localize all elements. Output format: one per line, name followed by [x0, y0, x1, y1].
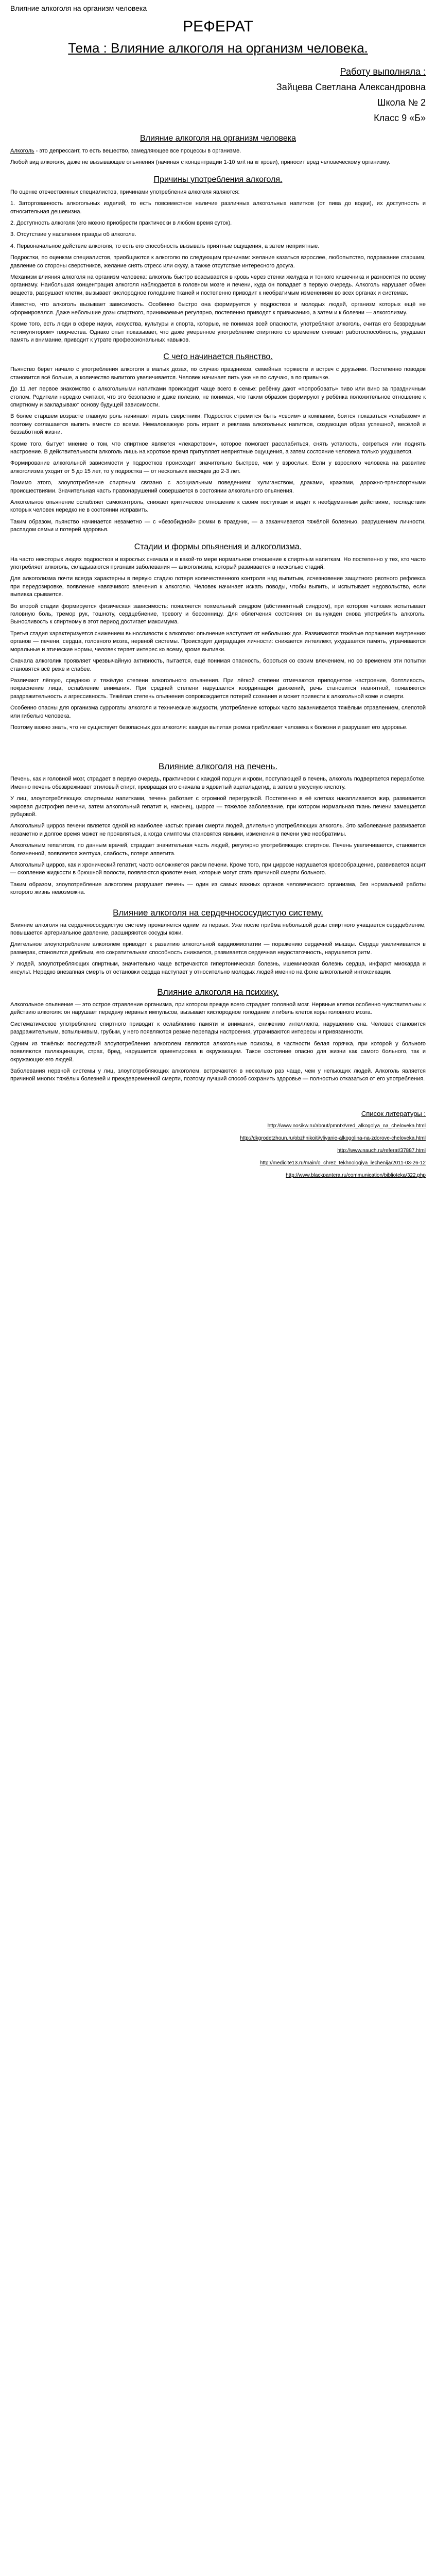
paragraph: На часто некоторых людях подростков и взрослых сначала и в какой-то мере нормальное отношение к спиртным напиткам. Но постепенно у тех, кто часто употребляет алкоголь, складываются признаки заболевания — алкоголизма, который развивается в несколько стадий.: [10, 556, 426, 571]
references-list: [10, 1122, 426, 1180]
section-title-effects: Влияние алкоголя на организм человека: [139, 134, 296, 143]
reference-link[interactable]: http://www.nosikw.ru/about/pmntx/vred_alkogolya_na_cheloveka.html: [267, 1123, 426, 1129]
paragraph: Различают лёгкую, среднюю и тяжёлую степени алкогольного опьянения. При лёгкой степени отмечаются приподнятое настроение, болтливость, покраснение лица, ослабление внимания. При средней степени нарушается координация движений, речь становится невнятной, появляются раздражительность и агрессивность. Тяжёлая степень опьянения сопровождается потерей сознания и может привести к алкогольной коме и смерти.: [10, 677, 426, 700]
paragraph: Поэтому важно знать, что не существует безопасных доз алкоголя: каждая выпитая рюмка приближает человека к болезни и разрушает его здоровье.: [10, 724, 408, 731]
section-title-heart: Влияние алкоголя на сердечнососудистую систему.: [113, 907, 323, 918]
paragraph: У людей, злоупотребляющих спиртным, значительно чаще встречаются гипертоническая болезнь, ишемическая болезнь сердца, инфаркт миокарда и инсульт. Нередко внезапная смерть от остановки сердца наступает у относительно молодых людей именно на фоне алкогольной интоксикации.: [10, 961, 426, 975]
paragraph: Систематическое употребление спиртного приводит к ослаблению памяти и внимания, снижению интеллекта, нарушению сна. Человек становится раздражительным, вспыльчивым, грубым, у него появляются резкие перепады настроения, утрачиваются интересы и привязанности.: [10, 1021, 426, 1036]
topic-prefix: Тема :: [68, 40, 111, 56]
document-topic: [10, 39, 426, 57]
reference-link[interactable]: http://medicite13.ru/main/o_chrez_tekhnologiya_lechenija/2011-03-26-12: [259, 1160, 426, 1166]
section-title-nervous: Влияние алкоголя на психику.: [157, 987, 279, 997]
paragraph: Сначала алкоголик проявляет чрезвычайную активность, пытается, ещё понимая опасность, бороться со своим влечением, но со временем эти попытки становятся всё реже и слабее.: [10, 658, 426, 672]
paragraph: Кроме того, бытует мнение о том, что спиртное является «лекарством», которое помогает расслабиться, снять усталость, согреться или поднять настроение. В действительности алкоголь лишь на короткое время притупляет неприятные ощущения, а затем состояние человека только ухудшается.: [10, 440, 426, 455]
reference-link[interactable]: http://dkgrodetzhoun.ru/obzhnikoiti/vliyanie-alkogolina-na-zdorove-cheloveka.html: [240, 1135, 426, 1141]
paragraph: Печень, как и головной мозг, страдает в первую очередь, практически с каждой порции и крови, поступающей в печень, алкоголь подвергается переработке. Именно печень обезвреживает этиловый спирт, превращая его сначала в ядовитый ацетальдегид, а затем в уксусную кислоту.: [10, 776, 426, 790]
author-class: Класс 9 «Б»: [374, 113, 426, 123]
reference-link[interactable]: http://www.blackpantera.ru/communication/biblioteka/322.php: [286, 1172, 426, 1178]
paragraph: Любой вид алкоголя, даже не вызывающее опьянения (начиная с концентрации 1-10 мл\ на кг крови), приносит вред человеческому организму.: [10, 159, 390, 166]
paragraph: Для алкоголизма почти всегда характерны в первую стадию потеря количественного контроля над выпитым, исчезновение защитного рвотного рефлекса при передозировке, появление навязчивого влечения к алкоголю. Человек начинает искать поводы, чтобы выпить, и испытывает недовольство, если выпивка срывается.: [10, 575, 426, 598]
intro-term: Алкоголь: [10, 148, 34, 154]
paragraph: В более старшем возрасте главную роль начинают играть сверстники. Подросток стремится быть «своим» в компании, боится показаться «слабаком» и поэтому соглашается выпить вместе со всеми. Немаловажную роль играет и реклама алкогольных напитков, создающая образ успешной, весёлой и беззаботной жизни.: [10, 413, 426, 436]
references-title: Список литературы :: [361, 1109, 426, 1117]
paragraph: Алкогольное опьянение ослабляет самоконтроль, снижает критическое отношение к своим поступкам и ведёт к необдуманным действиям, последствия которых человек нередко не в состоянии исправить.: [10, 499, 426, 514]
author-name: Зайцева Светлана Александровна: [276, 82, 426, 92]
paragraph: Помимо этого, злоупотребление спиртным связано с асоциальным поведением: хулиганством, драками, кражами, дорожно-транспортными происшествиями. Значительная часть правонарушений совершается в состоянии алкогольного опьянения.: [10, 480, 426, 494]
paragraph: Кроме того, есть люди в сфере науки, искусства, культуры и спорта, которые, не понимая всей опасности, употребляют алкоголь, считая его безвредным «стимулятором» творчества. Однако опыт показывает, что даже умеренное употребление спиртного со временем снижает работоспособность, ухудшает память и внимание, приводит к утрате профессиональных навыков.: [10, 321, 426, 343]
paragraph: По оценке отечественных специалистов, причинами употребления алкоголя являются:: [10, 189, 240, 195]
paragraph: Во второй стадии формируется физическая зависимость: появляется похмельный синдром (абстинентный синдром), при котором человек испытывает головную боль, тремор рук, тошноту, сердцебиение, тревогу и бессонницу. Для облегчения состояния он вынужден снова употреблять алкоголь. Выносливость к спиртному в этот период достигает максимума.: [10, 603, 426, 625]
paragraph: Особенно опасны для организма суррогаты алкоголя и технические жидкости, употребление которых часто заканчивается тяжёлым отравлением, слепотой или гибелью человека.: [10, 705, 426, 719]
paragraph: 3. Отсутствие у населения правды об алкоголе.: [10, 231, 136, 238]
intro-rest: - это депрессант, то есть вещество, замедляющее все процессы в организме.: [34, 148, 241, 154]
document-top-title: Влияние алкоголя на организм человека: [10, 4, 147, 12]
section-title-stages: Стадии и формы опьянения и алкоголизма.: [134, 542, 302, 551]
paragraph: Алкогольный цирроз, как и хронический гепатит, часто осложняется раком печени. Кроме того, при циррозе нарушается кровообращение, развивается асцит — скопление жидкости в брюшной полости, появляются кровотечения, которые могут стать причиной смерти больного.: [10, 862, 426, 876]
section-title-social: С чего начинается пьянство.: [163, 352, 273, 362]
paragraph: Формирование алкогольной зависимости у подростков происходит значительно быстрее, чем у взрослых. Если у взрослого человека на развитие алкоголизма уходит от 5 до 15 лет, то у подростка — от нескольких месяцев до 2-3 лет.: [10, 460, 426, 474]
paragraph: Механизм влияния алкоголя на организм человека: алкоголь быстро всасывается в кровь через стенки желудка и тонкого кишечника и разносится по всему организму. Наибольшая концентрация алкоголя наблюдается в головном мозге и печени, куда он попадает в первую очередь. Алкоголь нарушает обмен веществ, разрушает клетки, вызывает кислородное голодание тканей и постепенно приводит к необратимым изменениям во всех органах и системах.: [10, 274, 426, 296]
author-block: [10, 64, 426, 126]
paragraph: Третья стадия характеризуется снижением выносливости к алкоголю: опьянение наступает от небольших доз. Развиваются тяжёлые поражения внутренних органов — печени, сердца, головного мозга, нервной системы. Происходит деградация личности: снижается интеллект, ухудшается память, утрачиваются моральные и этические нормы, человек теряет интерес ко всему, кроме выпивки.: [10, 630, 426, 653]
paragraph: Известно, что алкоголь вызывает зависимость. Особенно быстро она формируется у подростков и молодых людей, организм которых ещё не сформировался. Даже небольшие дозы спиртного, принимаемые регулярно, постепенно приводят к привыканию, а затем и к болезни — алкоголизму.: [10, 301, 426, 316]
section-title-liver: Влияние алкоголя на печень.: [158, 761, 278, 772]
spacer: [10, 735, 426, 751]
section-title-reasons: Причины употребления алкоголя.: [153, 175, 283, 184]
paragraph: Таким образом, злоупотребление алкоголем разрушает печень — один из самых важных органов человеческого организма, без нормальной работы которого жизнь невозможна.: [10, 881, 426, 896]
paragraph: Алкогольное опьянение — это острое отравление организма, при котором прежде всего страдает головной мозг. Нервные клетки особенно чувствительны к действию алкоголя: он нарушает передачу нервных импульсов, вызывает кислородное голодание и гибель клеток коры головного мозга.: [10, 1002, 426, 1016]
paragraph: До 11 лет первое знакомство с алкогольными напитками происходит чаще всего в семье: ребёнку дают «попробовать» пиво или вино за праздничным столом. Родители нередко считают, что это безопасно и даже полезно, не понимая, что таким образом формируют у ребёнка положительное отношение к спиртному и закладывают основу будущей зависимости.: [10, 386, 426, 408]
topic-text: Влияние алкоголя на организм человека.: [111, 40, 368, 56]
paragraph: Одним из тяжёлых последствий злоупотребления алкоголем являются алкогольные психозы, в частности белая горячка, при которой у больного появляются галлюцинации, страх, бред, нарушается ориентировка в окружающем. Такое состояние опасно для жизни как самого больного, так и окружающих его людей.: [10, 1040, 426, 1063]
document-heading: РЕФЕРАТ: [183, 18, 253, 35]
paragraph: 2. Доступность алкоголя (его можно приобрести практически в любом время суток).: [10, 220, 232, 227]
author-school: Школа № 2: [377, 97, 426, 108]
paragraph: Пьянство берет начало с употребления алкоголя в малых дозах, по случаю праздников, семейных торжеств и встреч с друзьями. Постепенно поводов становится всё больше, а количество выпитого увеличивается. Человек начинает пить уже не по случаю, а по привычке.: [10, 366, 426, 381]
paragraph: Алкогольный цирроз печени является одной из наиболее частых причин смерти людей, длительно употребляющих алкоголь. Это заболевание развивается незаметно и долгое время может не проявляться, а когда симптомы становятся явными, изменения в печени уже необратимы.: [10, 823, 426, 837]
paragraph: Заболевания нервной системы у лиц, злоупотребляющих алкоголем, встречаются в несколько раз чаще, чем у непьющих людей. Алкоголь является причиной многих тяжёлых болезней и преждевременной смерти, поэтому лучший способ сохранить здоровье — полностью отказаться от его употребления.: [10, 1067, 426, 1082]
author-line-1: Работу выполняла :: [340, 66, 426, 77]
paragraph: У лиц, злоупотребляющих спиртными напитками, печень работает с огромной перегрузкой. Постепенно в её клетках накапливается жир, развивается жировая дистрофия печени, затем алкогольный гепатит и, наконец, цирроз — тяжёлое заболевание, при котором нормальная ткань печени замещается рубцовой.: [10, 795, 426, 818]
intro-paragraph: [10, 147, 426, 155]
paragraph: Алкогольным гепатитом, по данным врачей, страдает значительная часть людей, регулярно употребляющих спиртное. Печень увеличивается, становится болезненной, появляется желтуха, слабость, потеря аппетита.: [10, 842, 426, 857]
paragraph: Таким образом, пьянство начинается незаметно — с «безобидной» рюмки в праздник, — а заканчивается тяжёлой болезнью, разрушением личности, распадом семьи и потерей здоровья.: [10, 518, 426, 533]
paragraph: 1. Заторгованность алкогольных изделий, то есть повсеместное наличие различных алкогольных напитков (от пива до водки), их доступность и относительная дешевизна.: [10, 200, 426, 215]
reference-link[interactable]: http://www.nauch.ru/referat/37887.html: [337, 1147, 426, 1154]
spacer: [10, 1087, 426, 1103]
paragraph: Подростки, по оценкам специалистов, приобщаются к алкоголю по следующим причинам: желание казаться взрослее, любопытство, подражание старшим, давление со стороны сверстников, желание снять стресс или скуку, а также отсутствие интересного досуга.: [10, 255, 426, 269]
paragraph: 4. Первоначальное действие алкоголя, то есть его способность вызывать приятные ощущения, а затем неприятные.: [10, 243, 320, 249]
paragraph: Влияние алкоголя на сердечнососудистую систему проявляется одним из первых. Уже после приёма небольшой дозы спиртного учащается сердцебиение, повышается артериальное давление, расширяются сосуды кожи.: [10, 922, 426, 937]
paragraph: Длительное злоупотребление алкоголем приводит к развитию алкогольной кардиомиопатии — поражению сердечной мышцы. Сердце увеличивается в размерах, становится дряблым, его сократительная способность снижается, развивается сердечная недостаточность, нарушается ритм.: [10, 941, 426, 956]
